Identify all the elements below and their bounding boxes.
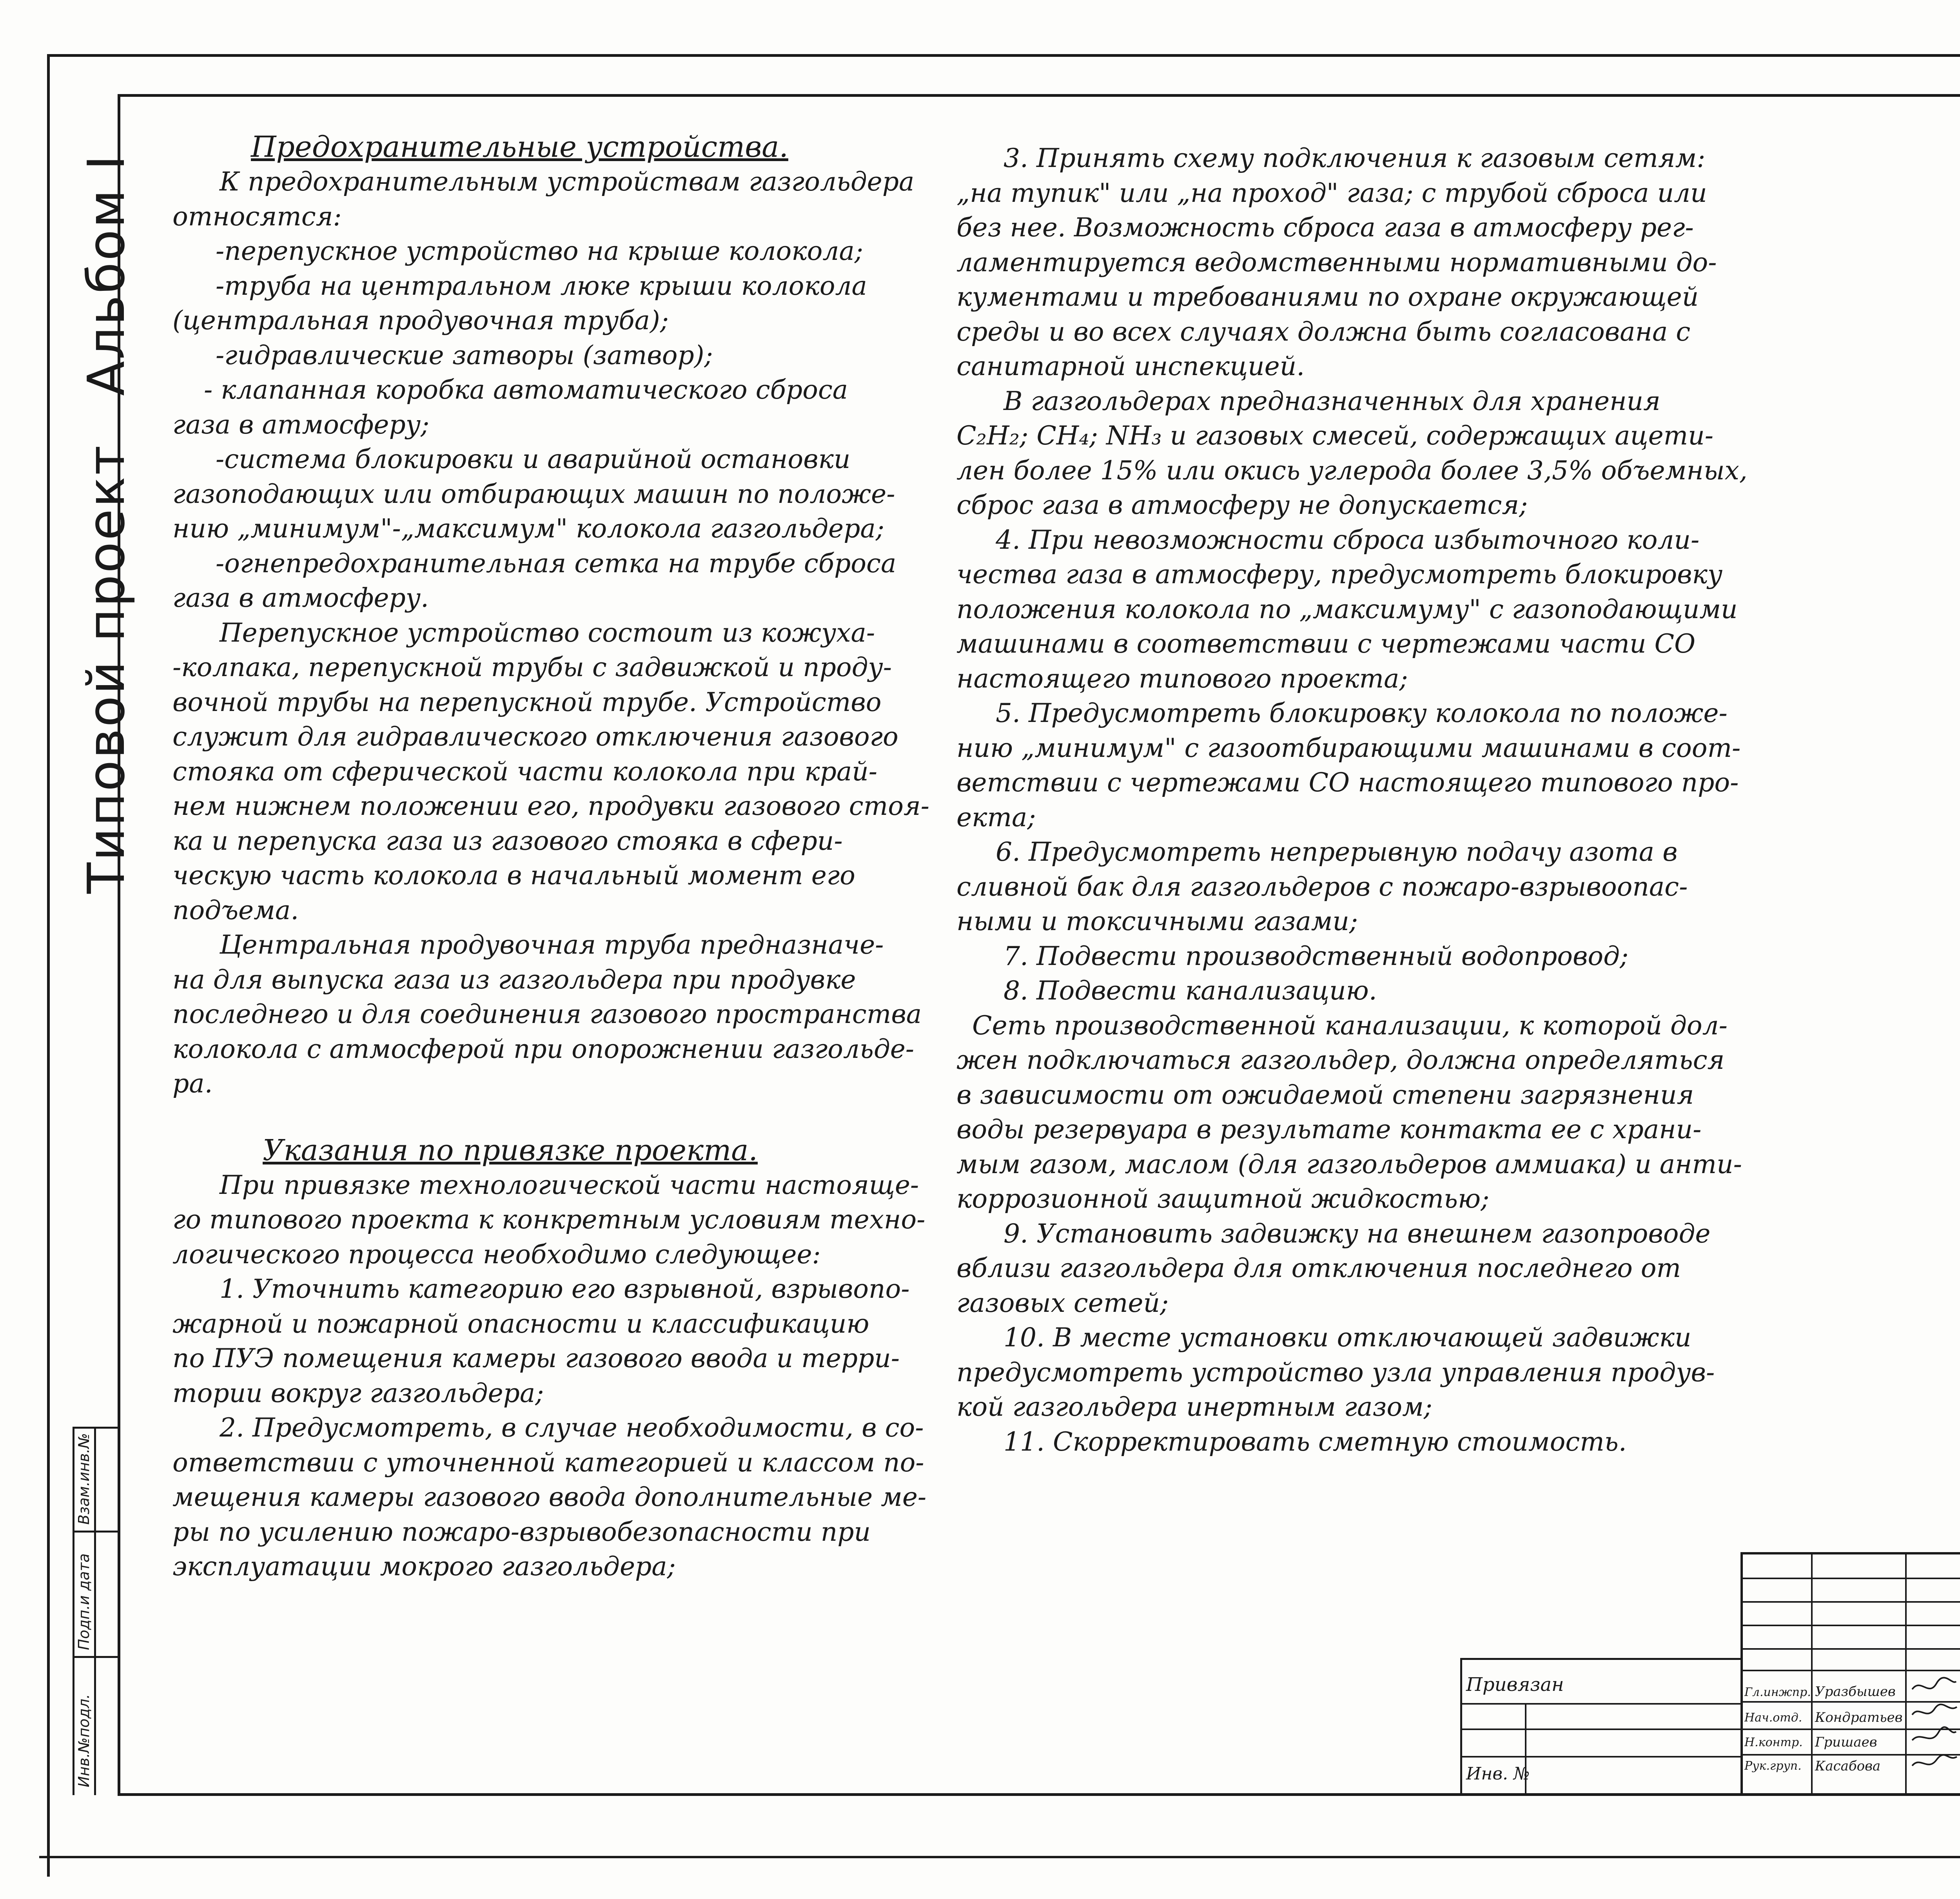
text-line: машинами в соответствии с чертежами части СО: [956, 629, 1696, 659]
text-line: воды резервуара в результате контакта ее с храни-: [956, 1114, 1702, 1144]
tb-row-3: [1740, 1625, 1960, 1626]
tb-col-1: [1811, 1552, 1813, 1795]
text-line: 8. Подвести канализацию.: [1004, 976, 1377, 1006]
text-line: чества газа в атмосферу, предусмотреть блокировку: [956, 559, 1723, 589]
text-line: вочной трубы на перепускной трубе. Устройство: [172, 687, 882, 717]
text-line: ка и перепуска газа из газового стояка в сфери-: [172, 825, 843, 856]
text-line: среды и во всех случаях должна быть согласована с: [956, 316, 1691, 347]
tb-bind-left: [1460, 1658, 1462, 1795]
text-line: без нее. Возможность сброса газа в атмосферу рег-: [956, 212, 1694, 243]
text-line: лен более 15% или окись углерода более 3,5% объемных,: [956, 455, 1748, 486]
text-line: эксплуатации мокрого газгольдера;: [172, 1551, 676, 1582]
text-line: тории вокруг газгольдера;: [172, 1378, 544, 1408]
text-line: кой газгольдера инертным газом;: [956, 1392, 1433, 1422]
text-line: ветствии с чертежами СО настоящего типового про-: [956, 767, 1739, 798]
album-label: Альбом I: [76, 153, 136, 396]
heading-binding-instructions: Указания по привязке проекта.: [263, 1133, 758, 1167]
text-line: санитарной инспекцией.: [956, 351, 1305, 381]
text-line: нию „минимум" с газоотбирающими машинами в соот-: [956, 733, 1741, 763]
outer-frame-left: [47, 54, 50, 1877]
text-line: нем нижнем положении его, продувки газового стоя-: [172, 791, 929, 821]
text-line: настоящего типового проекта;: [956, 663, 1408, 694]
text-line: мещения камеры газового ввода дополнительные ме-: [172, 1482, 927, 1512]
text-line: ламентируется ведомственными нормативными до-: [956, 247, 1717, 278]
text-line: 7. Подвести производственный водопровод;: [1004, 941, 1629, 971]
text-line: -гидравлические затворы (затвор);: [216, 340, 713, 370]
outer-frame-bottom: [39, 1856, 1960, 1858]
text-line: жен подключаться газгольдер, должна определяться: [956, 1045, 1725, 1075]
text-line: ческую часть колокола в начальный момент его: [172, 860, 855, 891]
text-line: жарной и пожарной опасности и классификацию: [172, 1308, 869, 1339]
text-line: колокола с атмосферой при опорожнении газгольде-: [172, 1034, 915, 1064]
tb-col-2: [1905, 1552, 1907, 1795]
tb-bind-row-2: [1460, 1729, 1742, 1730]
tb-row-2: [1740, 1601, 1960, 1603]
text-line: При привязке технологической части настояще-: [220, 1170, 919, 1200]
text-line: 4. При невозможности сброса избыточного коли-: [996, 524, 1700, 555]
role-chief-engineer: Гл.инжпр.: [1744, 1685, 1811, 1699]
binding-instructions-text: [172, 1168, 976, 1584]
tb-row-5: [1740, 1670, 1960, 1671]
text-line: екта;: [956, 802, 1036, 833]
text-line: -труба на центральном люке крыши колокола: [216, 270, 867, 301]
text-line: ры по усилению пожаро-взрывобезопасности при: [172, 1516, 871, 1547]
right-column: [956, 141, 1748, 1459]
text-line: ра.: [172, 1068, 213, 1099]
text-line: -система блокировки и аварийной остановки: [216, 444, 851, 474]
signature-3: [1912, 1727, 1956, 1740]
text-line: последнего и для соединения газового пространства: [172, 999, 922, 1029]
side-box-border-left: [73, 1427, 74, 1795]
text-line: К предохранительным устройствам газгольдера: [220, 167, 915, 197]
tb-bind-top: [1460, 1658, 1742, 1660]
text-line: ными и токсичными газами;: [956, 906, 1358, 936]
text-line: газа в атмосферу.: [172, 583, 429, 613]
name-1: Уразбышев: [1815, 1684, 1896, 1699]
signature-4: [1912, 1755, 1957, 1766]
side-box-divider-1: [73, 1531, 120, 1533]
text-line: вблизи газгольдера для отключения последнего от: [956, 1253, 1681, 1283]
side-box-2: Подп.и дата: [75, 1553, 93, 1650]
text-line: 2. Предусмотреть, в случае необходимости, в со-: [220, 1413, 924, 1443]
text-line: сливной бак для газгольдеров с пожаро-взрывоопас-: [956, 871, 1688, 902]
text-line: Перепускное устройство состоит из кожуха-: [220, 617, 875, 648]
text-line: в зависимости от ожидаемой степени загрязнения: [956, 1079, 1694, 1110]
text-line: газовых сетей;: [956, 1288, 1169, 1318]
text-line: служит для гидравлического отключения газового: [172, 722, 898, 752]
text-line: 9. Установить задвижку на внешнем газопроводе: [1004, 1218, 1711, 1249]
text-line: -колпака, перепускной трубы с задвижкой и проду-: [172, 652, 892, 682]
text-line: нию „минимум"-„максимум" колокола газгольдера;: [172, 513, 884, 544]
side-box-divider-2: [73, 1656, 120, 1658]
text-line: предусмотреть устройство узла управления продув-: [956, 1357, 1715, 1388]
text-line: Сеть производственной канализации, к которой дол-: [972, 1010, 1728, 1041]
bound-label: Привязан: [1466, 1674, 1564, 1696]
text-line: по ПУЭ помещения камеры газового ввода и терри-: [172, 1343, 900, 1373]
tb-bind-row-1: [1460, 1703, 1742, 1705]
text-line: 11. Скорректировать сметную стоимость.: [1004, 1426, 1627, 1457]
text-line: „на тупик" или „на проход" газа; с трубой сброса или: [956, 178, 1707, 208]
side-box-border-mid: [94, 1427, 96, 1795]
text-line: положения колокола по „максимуму" с газоподающими: [956, 594, 1738, 624]
outer-frame-top: [47, 54, 1960, 57]
tb-row-1: [1740, 1578, 1960, 1579]
side-box-border-top: [73, 1427, 120, 1429]
text-line: сброс газа в атмосферу не допускается;: [956, 490, 1528, 520]
text-line: 3. Принять схему подключения к газовым сетям:: [1004, 143, 1706, 173]
text-line: кументами и требованиями по охране окружающей: [956, 282, 1699, 312]
text-line: 5. Предусмотреть блокировку колокола по положе-: [996, 698, 1728, 728]
signature-2: [1912, 1705, 1957, 1715]
tb-row-4: [1740, 1648, 1960, 1650]
text-line: ответствии с уточненной категорией и классом по-: [172, 1447, 924, 1478]
text-line: стояка от сферической части колокола при край-: [172, 756, 878, 787]
formula-line: C₂H₂; CH₄; NH₃ и газовых смесей, содержащих ацети-: [956, 421, 1714, 451]
text-line: -перепускное устройство на крыше колокола;: [216, 236, 864, 266]
tb-top: [1740, 1552, 1960, 1554]
tb-bind-row-3: [1460, 1756, 1742, 1758]
text-line: относятся:: [172, 201, 342, 232]
text-line: В газгольдерах предназначенных для хранения: [1004, 386, 1661, 416]
text-line: подъема.: [172, 895, 299, 925]
text-line: го типового проекта к конкретным условиям техно-: [172, 1204, 926, 1235]
tb-left: [1740, 1552, 1743, 1795]
inner-frame-bottom: [118, 1793, 1960, 1796]
inv-label: Инв. №: [1466, 1764, 1530, 1784]
text-line: мым газом, маслом (для газгольдеров аммиака) и анти-: [956, 1149, 1742, 1179]
inner-frame-top: [118, 94, 1960, 97]
text-line: -огнепредохранительная сетка на трубе сброса: [216, 548, 897, 579]
safety-devices-text: [172, 165, 976, 1101]
role-norm-control: Н.контр.: [1744, 1736, 1803, 1749]
text-line: 1. Уточнить категорию его взрывной, взрывопо-: [220, 1274, 910, 1304]
text-line: Центральная продувочная труба предназначе-: [220, 930, 884, 960]
name-3: Гришаев: [1815, 1734, 1877, 1750]
role-group-head: Рук.груп.: [1744, 1759, 1802, 1773]
text-line: коррозионной защитной жидкостью;: [956, 1184, 1490, 1214]
text-line: газоподающих или отбирающих машин по положе-: [172, 479, 895, 509]
signatures: [1909, 1674, 1960, 1791]
side-box-1: Инв.№подл.: [75, 1694, 93, 1787]
text-line: на для выпуска газа из газгольдера при продувке: [172, 964, 856, 995]
project-type-label: Типовой проект: [76, 444, 136, 894]
side-box-3: Взам.инв.№: [75, 1433, 93, 1525]
text-line: (центральная продувочная труба);: [172, 305, 669, 336]
signature-1: [1912, 1678, 1956, 1689]
role-dept-head: Нач.отд.: [1744, 1711, 1802, 1725]
text-line: 10. В месте установки отключающей задвижки: [1004, 1322, 1691, 1353]
text-line: логического процесса необходимо следующее:: [172, 1239, 821, 1270]
name-4: Касабова: [1815, 1758, 1881, 1774]
text-line: - клапанная коробка автоматического сброса: [204, 375, 848, 405]
name-2: Кондратьев: [1815, 1710, 1903, 1725]
text-line: 6. Предусмотреть непрерывную подачу азота в: [996, 837, 1678, 867]
heading-safety-devices: Предохранительные устройства.: [251, 130, 788, 164]
left-column: [172, 129, 976, 1584]
text-line: газа в атмосферу;: [172, 409, 430, 440]
